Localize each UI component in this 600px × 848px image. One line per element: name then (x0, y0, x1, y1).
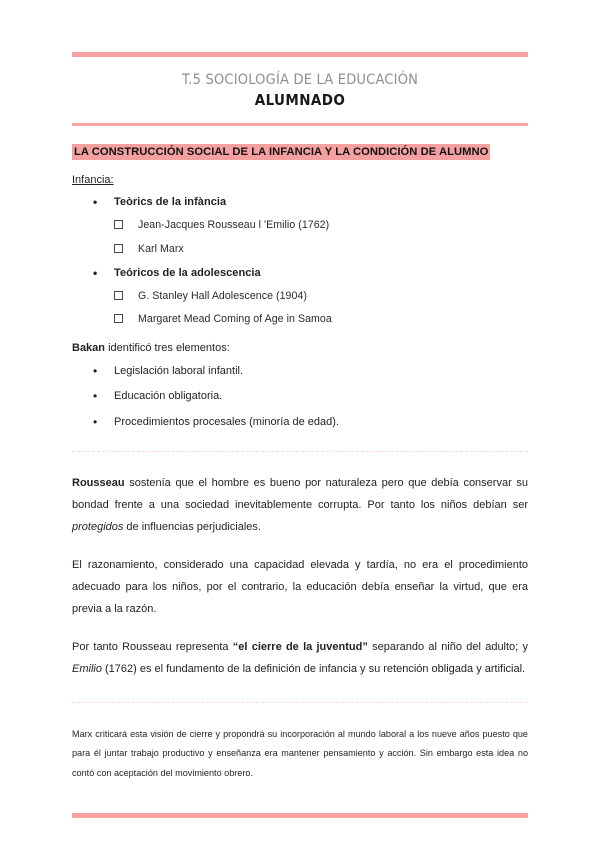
checkbox-list-item[interactable] (114, 313, 528, 326)
theorists-list (72, 196, 528, 326)
rousseau-part1: sostenía que el hombre es bueno por naturaleza pero que debía conservar su bondad frente a una sociedad inevitablemente corrupta. Por tanto los niños debían ser (72, 476, 528, 511)
protegidos-italic: protegidos (72, 520, 124, 533)
checkbox-item-label: Karl Marx (138, 242, 184, 255)
cierre-part3: (1762) es el fundamento de la definición de infancia y su retención obligada y artificial. (101, 662, 526, 675)
theorist-sublist (114, 290, 528, 326)
list-item: • Legislación laboral infantil. (72, 365, 528, 378)
theorist-group-label: Teóricos de la adolescencia (114, 266, 261, 279)
theorist-group-label: Teòrics de la infància (114, 195, 227, 208)
cierre-bold: “el cierre de la juventud” (232, 640, 368, 653)
divider-spacer-top (72, 441, 528, 451)
rousseau-bold: Rousseau (72, 476, 125, 489)
checkbox-item-label: Margaret Mead Coming of Age in Samoa (138, 313, 332, 326)
document-subtitle: ALUMNADO (254, 91, 346, 110)
theorist-sublist (114, 219, 528, 255)
checkbox-list-item[interactable] (114, 290, 528, 303)
checkbox-item-label: Jean-Jacques Rousseau l 'Emilio (1762) (138, 219, 330, 232)
marx-spacer-top (72, 703, 528, 725)
bakan-lead (72, 342, 528, 354)
paragraph-marx: Marx criticará esta visión de cierre y propondrá su incorporación al mundo laboral a los nueve años puesto que para él juntar trabajo productivo y enseñanza era mantener pensamiento y acción. Sin embargo esta idea no contó con aceptación del movimiento obrero. (72, 728, 528, 778)
marx-spacer-bottom (72, 783, 528, 813)
checkbox-list-item[interactable] (114, 243, 528, 256)
checkbox-list-item[interactable] (114, 219, 528, 232)
header-spacer-top (72, 57, 528, 71)
cierre-part2: separando al niño del adulto; y (367, 640, 528, 653)
emilio-italic: Emilio (72, 662, 102, 675)
checkbox-item-label: G. Stanley Hall Adolescence (1904) (138, 289, 307, 302)
list-item: • Educación obligatoria. (72, 390, 528, 403)
section-heading: LA CONSTRUCCIÓN SOCIAL DE LA INFANCIA Y LA CONDICIÓN DE ALUMNO (74, 145, 489, 158)
bakan-name: Bakan (72, 342, 106, 355)
bakan-elements-list (72, 365, 528, 429)
list-item (72, 196, 528, 256)
top-spacer (72, 0, 528, 52)
bottom-rule (72, 813, 528, 818)
list-item (72, 267, 528, 327)
cierre-part1: Por tanto Rousseau representa (72, 640, 233, 653)
paragraph-rousseau (72, 472, 528, 538)
paragraph-razonamiento: El razonamiento, considerado una capacidad elevada y tardía, no era el procedimiento adecuado para los niños, por el contrario, la educación debía enseñar la virtud, que era previa a la razón. (72, 558, 528, 615)
header-spacer-bottom (72, 111, 528, 123)
paragraph-cierre (72, 636, 528, 680)
dashed-divider-upper (72, 451, 528, 452)
section-heading-row (72, 142, 528, 161)
list-item: • Procedimientos procesales (minoría de edad). (72, 416, 528, 429)
rousseau-part2: de influencias perjudiciales. (123, 520, 261, 533)
section-spacer (72, 126, 528, 140)
document-title: T.5 SOCIOLOGÍA DE LA EDUCACIÓN (181, 72, 419, 88)
infancia-label: Infancia: (72, 173, 114, 186)
bakan-lead-rest: identificó tres elementos: (105, 342, 230, 355)
